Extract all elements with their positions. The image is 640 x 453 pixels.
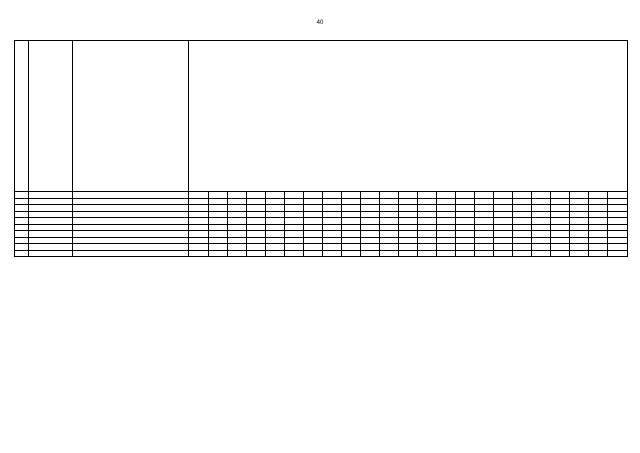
district-cell xyxy=(29,250,73,257)
table-cell xyxy=(341,250,360,257)
table-cell xyxy=(208,250,227,257)
header-address xyxy=(73,41,189,192)
header-row-number xyxy=(15,41,29,192)
table-cell xyxy=(456,250,475,257)
table-cell xyxy=(589,250,608,257)
table-cell xyxy=(246,250,265,257)
table-cell xyxy=(360,250,379,257)
table-cell xyxy=(475,250,494,257)
address-cell xyxy=(73,250,189,257)
table-cell xyxy=(322,250,341,257)
table-row xyxy=(15,250,628,257)
table-cell xyxy=(189,250,208,257)
table-cell xyxy=(494,250,513,257)
header-district xyxy=(29,41,73,192)
table-cell xyxy=(227,250,246,257)
table-cell xyxy=(570,250,589,257)
table-cell xyxy=(284,250,303,257)
table-cell xyxy=(513,250,532,257)
table-cell xyxy=(398,250,417,257)
row-number-cell xyxy=(15,250,29,257)
table-cell xyxy=(437,250,456,257)
table-body xyxy=(15,192,628,257)
repair-schedule-table xyxy=(14,40,628,257)
page-number: 40 xyxy=(316,20,324,26)
table-cell xyxy=(532,250,551,257)
table-cell xyxy=(265,250,284,257)
table-cell xyxy=(418,250,437,257)
header-works-group xyxy=(189,41,628,192)
table-cell xyxy=(303,250,322,257)
table-cell xyxy=(608,250,628,257)
table-container xyxy=(14,40,628,442)
table-cell xyxy=(551,250,570,257)
table-cell xyxy=(379,250,398,257)
